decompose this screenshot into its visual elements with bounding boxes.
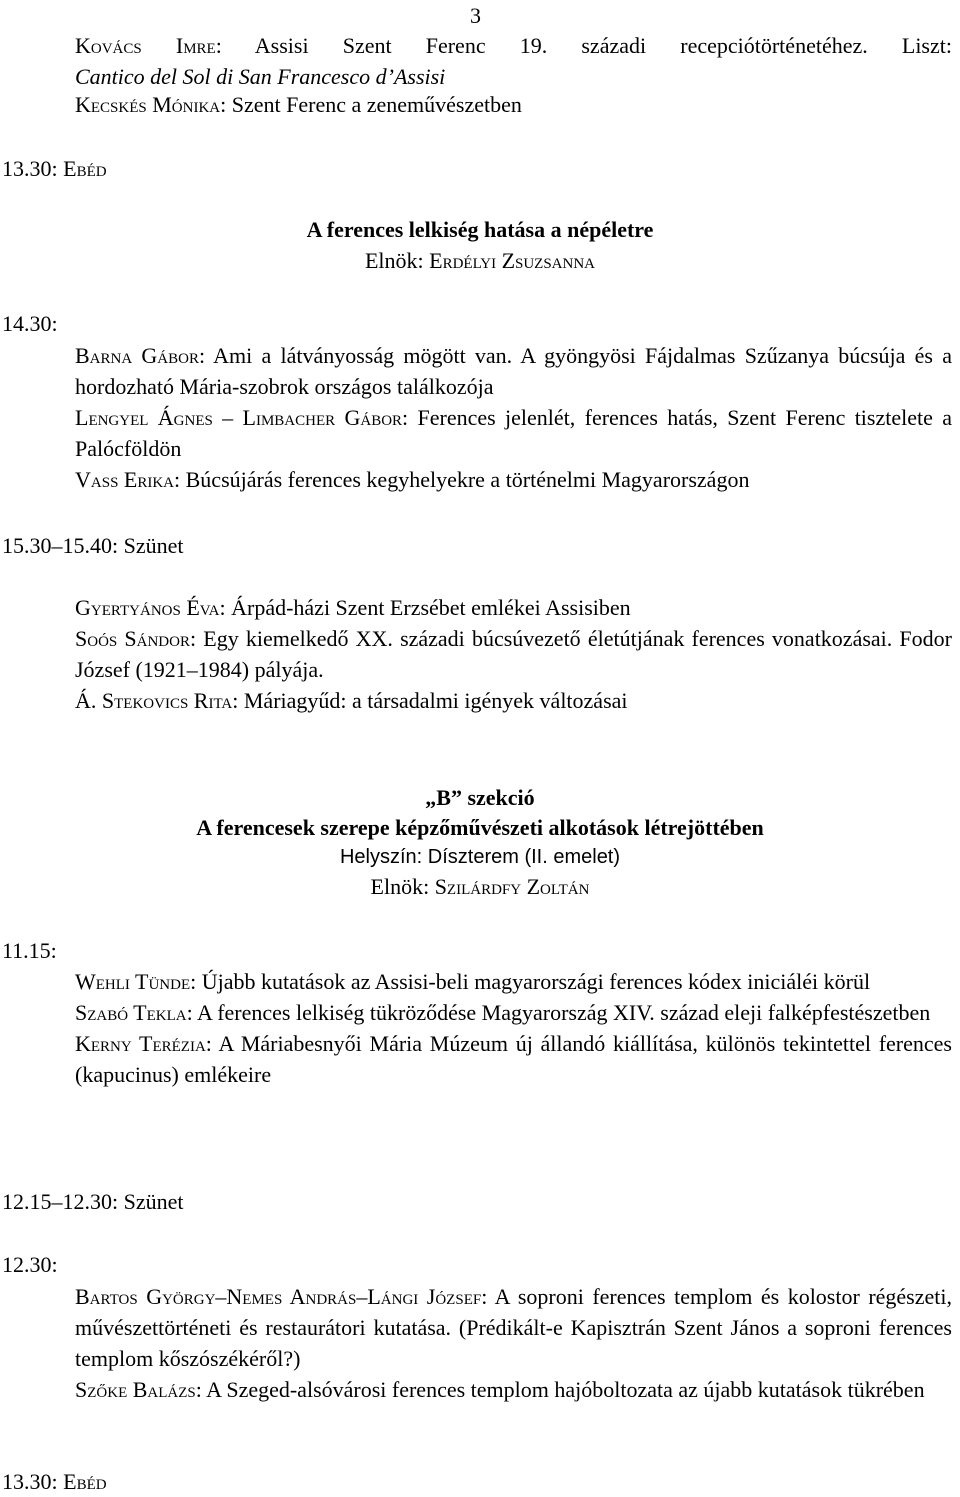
lunch-label: Ebéd: [63, 156, 107, 181]
talk-title: A Máriabesnyői Mária Múzeum új állandó kiállítása, különös tekintettel ferences (kapucinus) emlékeire: [75, 1031, 952, 1087]
talk-speaker: Vass Erika:: [75, 467, 181, 492]
talk-speaker: Szabó Tekla:: [75, 1000, 193, 1025]
chair-prefix: Elnök:: [364, 248, 424, 273]
talk-title: Árpád-házi Szent Erzsébet emlékei Assisiben: [231, 595, 631, 620]
talk-speaker: Szőke Balázs:: [75, 1377, 202, 1402]
talk-title: Ferences jelenlét, ferences hatás, Szent Ferenc tisztelete a Palócföldön: [75, 405, 952, 461]
talk-speaker: Kovács Imre:: [75, 33, 222, 58]
time-label: 14.30:: [2, 311, 58, 336]
talk-title: Újabb kutatások az Assisi-beli magyarországi ferences kódex iniciáléi körül: [201, 969, 871, 994]
break-slot: 12.15–12.30: Szünet: [2, 1189, 184, 1214]
section-location: Helyszín: Díszterem (II. emelet): [339, 846, 621, 868]
section-chair: [0, 871, 960, 902]
talk-speaker: Kerny Terézia:: [75, 1031, 212, 1056]
talk-title: Szent Ferenc a zeneművészetben: [231, 92, 522, 117]
time-label: 12.30:: [2, 1252, 58, 1277]
chair-prefix: Elnök:: [370, 874, 430, 899]
session-chair: [0, 245, 960, 276]
session-title: A ferences lelkiség hatása a népéletre: [306, 217, 654, 242]
talk-entry: [75, 30, 952, 92]
chair-name: Szilárdfy Zoltán: [434, 874, 590, 899]
talk-title: Búcsújárás ferences kegyhelyekre a történelmi Magyarországon: [185, 467, 750, 492]
talk-speaker: Bartos György–Nemes András–Lángi József:: [75, 1284, 488, 1309]
lunch-slot: [2, 153, 107, 184]
section-title: A ferencesek szerepe képzőművészeti alkotások létrejöttében: [196, 815, 764, 840]
time-label: 13.30:: [2, 1469, 58, 1494]
section-heading: „B” szekció: [425, 785, 535, 810]
talk-title: Egy kiemelkedő XX. századi búcsúvezető életútjának ferences vonatkozásai. Fodor József (1921–1984) pályája.: [75, 626, 952, 682]
talk-title: A soproni ferences templom és kolostor régészeti, művészettörténeti és restaurátori kutatása. (Prédikált-e Kapisztrán Szent János a soproni ferences templom kőszószékéről?): [75, 1284, 952, 1371]
talk-list: [75, 1281, 952, 1405]
lunch-slot: [2, 1466, 107, 1497]
time-label: 13.30:: [2, 156, 58, 181]
talk-speaker: Wehli Tünde:: [75, 969, 197, 994]
talk-speaker: Soós Sándor:: [75, 626, 197, 651]
talk-speaker: Gyertyános Éva:: [75, 595, 226, 620]
talk-title: Máriagyűd: a társadalmi igények változásai: [243, 688, 628, 713]
talk-entry: [75, 89, 952, 120]
talk-title: Ami a látványosság mögött van. A gyöngyösi Fájdalmas Szűzanya búcsúja és a hordozható Mária-szobrok országos találkozója: [75, 343, 952, 399]
talk-title: A ferences lelkiség tükröződése Magyarország XIV. század eleji falképfestészetben: [197, 1000, 931, 1025]
talk-speaker: Lengyel Ágnes – Limbacher Gábor:: [75, 405, 409, 430]
break-slot: 15.30–15.40: Szünet: [2, 533, 184, 558]
talk-speaker: Kecskés Mónika:: [75, 92, 227, 117]
talk-speaker: Barna Gábor:: [75, 343, 206, 368]
time-label: 11.15:: [2, 938, 57, 963]
chair-name: Erdélyi Zsuzsanna: [429, 248, 596, 273]
talk-title-continuation: Cantico del Sol di San Francesco d’Assisi: [75, 64, 446, 89]
lunch-label: Ebéd: [63, 1469, 107, 1494]
talk-list: [75, 966, 952, 1090]
page-number: 3: [470, 3, 481, 28]
talk-list: [75, 340, 952, 495]
talk-list: [75, 592, 952, 716]
talk-title: Assisi Szent Ferenc 19. századi recepciótörténetéhez. Liszt:: [254, 33, 952, 58]
talk-speaker: Á. Stekovics Rita:: [75, 688, 239, 713]
talk-title: A Szeged-alsóvárosi ferences templom hajóboltozata az újabb kutatások tükrében: [206, 1377, 925, 1402]
